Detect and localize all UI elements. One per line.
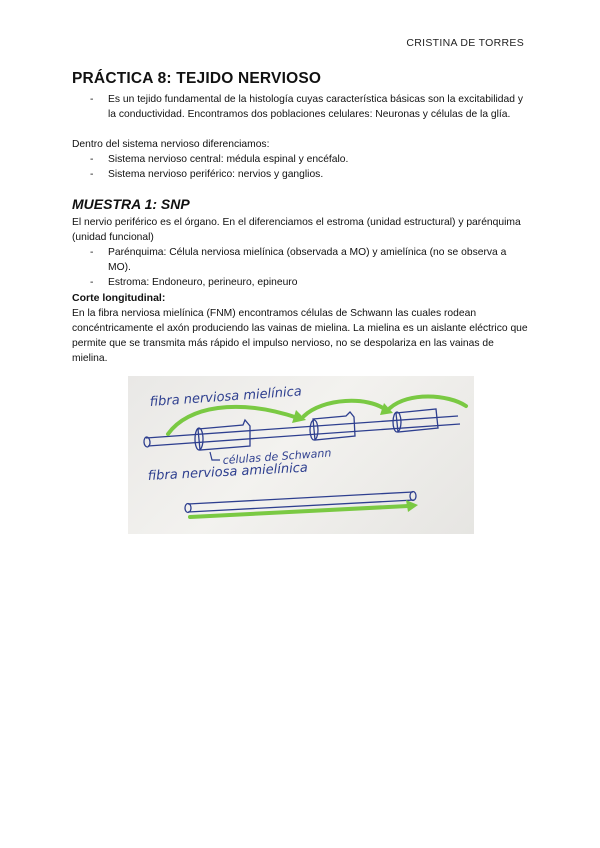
label-myelinated: fibra nerviosa mielínica bbox=[149, 384, 303, 410]
arrow-head bbox=[406, 500, 418, 512]
document-body bbox=[72, 70, 532, 366]
hand-drawing-photo bbox=[128, 376, 474, 534]
nerve-fiber-sketch bbox=[128, 376, 474, 534]
unmyelinated-axon bbox=[185, 492, 416, 513]
list-item: - Estroma: Endoneuro, perineuro, epineuro bbox=[90, 275, 532, 290]
subheading: Corte longitudinal: bbox=[72, 292, 166, 304]
continuous-conduction-arrow bbox=[190, 506, 408, 517]
intro-list bbox=[72, 92, 532, 122]
list-item: - Es un tejido fundamental de la histología cuyas característica básicas son la excitabilidad y la conductividad. Encontramos dos poblaciones celulares: Neuronas y células de la glía. bbox=[90, 92, 532, 122]
schwann-cell-segments bbox=[195, 409, 438, 450]
nervous-system-intro: Dentro del sistema nervioso diferenciamos: bbox=[72, 139, 270, 150]
label-schwann: células de Schwann bbox=[222, 446, 332, 467]
list-item: - Parénquima: Célula nerviosa mielínica (observada a MO) y amielínica (no se observa a MO). bbox=[90, 245, 532, 275]
section-paragraph: El nervio periférico es el órgano. En el diferenciamos el estroma (unidad estructural) y parénquima (unidad funcional) bbox=[72, 217, 521, 243]
label-unmyelinated: fibra nerviosa amielínica bbox=[147, 460, 309, 484]
schwann-bracket bbox=[210, 452, 220, 460]
section-list bbox=[72, 245, 532, 290]
list-item: - Sistema nervioso periférico: nervios y ganglios. bbox=[90, 167, 532, 182]
list-item: - Sistema nervioso central: médula espinal y encéfalo. bbox=[90, 152, 532, 167]
nervous-system-list bbox=[72, 152, 532, 182]
page-title: PRÁCTICA 8: TEJIDO NERVIOSO bbox=[72, 70, 322, 87]
subsection-paragraph: En la fibra nerviosa mielínica (FNM) encontramos células de Schwann las cuales rodean concéntricamente el axón produciendo las vainas de mielina. La mielina es un aislante eléctrico que permite que se transmita más rápido el impulso nervioso, no se despolariza en las vainas de mielina. bbox=[72, 308, 528, 364]
section-title: MUESTRA 1: SNP bbox=[72, 196, 190, 212]
author-name: CRISTINA DE TORRES bbox=[406, 37, 524, 49]
